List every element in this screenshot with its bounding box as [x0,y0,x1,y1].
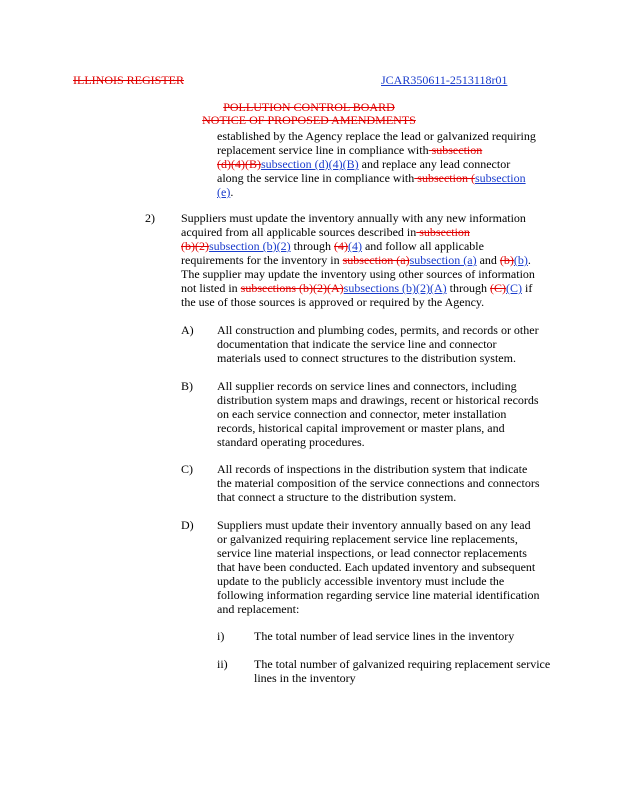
line: All supplier records on service lines and connectors, including [217,379,517,393]
line: Suppliers must update the inventory annually with any new information [181,211,526,225]
line: (e). [217,185,234,199]
item-D-text [217,518,540,616]
line: documentation that indicate the service line and connector [217,337,497,351]
line: the use of those sources is approved or required by the Agency. [181,295,485,309]
line: (d)(4)(B)subsection (d)(4)(B) and replace any lead connector [217,157,511,171]
line: update to the publicly accessible inventory must include the [217,574,505,588]
line: The supplier may update the inventory using other sources of information [181,267,535,281]
line: lines in the inventory [254,671,356,685]
line: along the service line in compliance with subsection (subsection [217,171,526,185]
item-B-text [217,379,539,449]
line: and replacement: [217,602,300,616]
line: Suppliers must update their inventory annually based on any lead [217,518,531,532]
line: on each service connection and connector, meter installation [217,407,507,421]
line: replacement service line in compliance with subsection [217,143,483,157]
line: All construction and plumbing codes, permits, and records or other [217,323,539,337]
line: materials used to connect structures to the distribution system. [217,351,516,365]
line: following information regarding service line material identification [217,588,540,602]
line: The total number of galvanized requiring replacement service [254,657,551,671]
item-2-text [181,211,535,309]
item-D-label: D) [181,518,194,532]
line: not listed in subsections (b)(2)(A)subsections (b)(2)(A) through (C)(C) if [181,281,533,295]
item-2-label: 2) [145,211,155,225]
line: service line material inspections, or lead connector replacements [217,546,527,560]
line: the material composition of the service connections and connectors [217,476,540,490]
line: The total number of lead service lines in the inventory [254,629,515,643]
line: that have been conducted. Each updated inventory and subsequent [217,560,536,574]
continued-paragraph [217,129,536,199]
item-ii-text [254,657,550,685]
line: established by the Agency replace the lead or galvanized requiring [217,129,536,143]
line: (b)(2)subsection (b)(2) through (4)(4) and follow all applicable [181,239,484,253]
item-ii-label: ii) [217,657,228,671]
line: acquired from all applicable sources described in subsection [181,225,470,239]
line: All records of inspections in the distribution system that indicate [217,462,528,476]
line: or galvanized requiring replacement service line replacements, [217,532,518,546]
item-i-label: i) [217,629,225,643]
header-jcar-code: JCAR350611-2513118r01 [381,73,508,87]
header-notice: NOTICE OF PROPOSED AMENDMENTS [202,113,416,127]
item-A-text [217,323,539,365]
line: standard operating procedures. [217,435,365,449]
line: that connect a structure to the distribution system. [217,490,457,504]
item-C-text [217,462,540,504]
item-C-label: C) [181,462,193,476]
line: records, historical capital improvement or master plans, and [217,421,505,435]
item-i-text [254,629,514,643]
header-register-title: ILLINOIS REGISTER [73,73,184,87]
header-agency: POLLUTION CONTROL BOARD [223,100,395,114]
line: distribution system maps and drawings, recent or historical records [217,393,539,407]
item-A-label: A) [181,323,194,337]
line: requirements for the inventory in subsection (a)subsection (a) and (b)(b). [181,253,531,267]
item-B-label: B) [181,379,193,393]
